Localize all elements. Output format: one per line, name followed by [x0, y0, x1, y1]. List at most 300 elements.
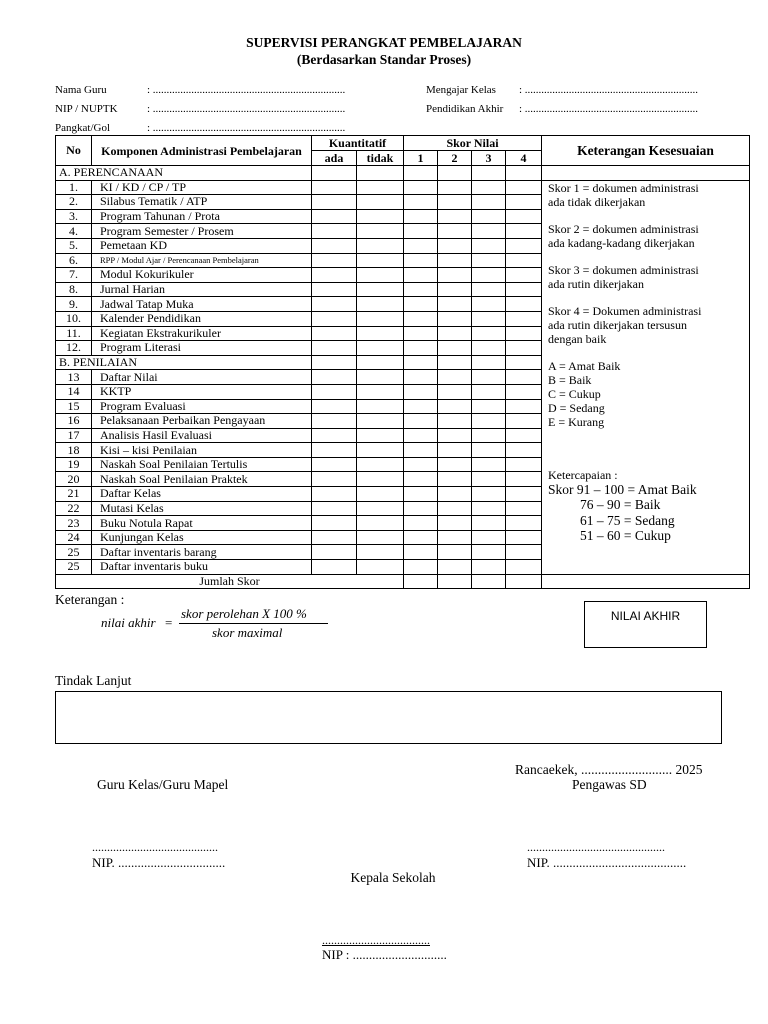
cell-tidak[interactable]	[357, 355, 404, 370]
section-row-a	[56, 166, 750, 181]
row-item: Modul Kokurikuler	[92, 268, 312, 283]
cell-ada[interactable]	[312, 282, 357, 297]
row-no: 24	[56, 530, 92, 545]
cell-skor-1[interactable]	[404, 443, 438, 458]
cell-skor-4[interactable]	[506, 501, 542, 516]
cell-skor-2[interactable]	[438, 355, 472, 370]
label-nip: NIP / NUPTK	[55, 103, 118, 115]
head-tidak: tidak	[357, 151, 404, 166]
cell-tidak[interactable]	[357, 370, 404, 385]
cell-ada[interactable]	[312, 195, 357, 210]
cell-ada[interactable]	[312, 311, 357, 326]
row-no: 12.	[56, 341, 92, 356]
cell-ada[interactable]	[312, 530, 357, 545]
formula-numerator: skor perolehan X 100 %	[181, 606, 307, 621]
cell-skor-4[interactable]	[506, 472, 542, 487]
cell-ada[interactable]	[312, 370, 357, 385]
cell-tidak[interactable]	[357, 224, 404, 239]
cell-skor-1[interactable]	[404, 311, 438, 326]
section-label-a: A. PERENCANAAN	[56, 166, 312, 181]
keterangan-ketercapaian: Ketercapaian :	[548, 467, 618, 482]
row-no: 8.	[56, 282, 92, 297]
label-pendidikan: Pendidikan Akhir	[426, 103, 504, 115]
cell-skor-2[interactable]	[438, 268, 472, 283]
spacer	[548, 346, 743, 359]
jumlah-skor-1[interactable]	[404, 574, 438, 589]
jumlah-row	[56, 574, 750, 589]
cell-skor-1[interactable]	[404, 370, 438, 385]
row-item: Pelaksanaan Perbaikan Pengayaan	[92, 414, 312, 429]
formula-lhs: nilai akhir	[101, 615, 156, 630]
cell-skor-1[interactable]	[404, 428, 438, 443]
row-item: Mutasi Kelas	[92, 501, 312, 516]
cell-skor-3[interactable]	[472, 268, 506, 283]
keterangan-blank	[542, 166, 750, 181]
keterangan-skor2b: ada kadang-kadang dikerjakan	[548, 235, 695, 250]
row-no: 2.	[56, 195, 92, 210]
fraction-bar	[179, 623, 328, 624]
row-no: 3.	[56, 209, 92, 224]
cell-ada[interactable]	[312, 560, 357, 575]
cell-skor-3[interactable]	[472, 457, 506, 472]
row-no: 14	[56, 384, 92, 399]
cell-skor-1[interactable]	[404, 326, 438, 341]
row-no: 25	[56, 560, 92, 575]
row-item: Program Tahunan / Prota	[92, 209, 312, 224]
keterangan-skor1a: Skor 1 = dokumen administrasi	[548, 180, 699, 195]
cell-skor-3[interactable]	[472, 166, 506, 181]
cell-tidak[interactable]	[357, 530, 404, 545]
cell-skor-2[interactable]	[438, 516, 472, 531]
row-item: Buku Notula Rapat	[92, 516, 312, 531]
keterangan-gD: D = Sedang	[548, 400, 605, 415]
keterangan-panel	[542, 180, 750, 574]
row-item: Kunjungan Kelas	[92, 530, 312, 545]
cell-skor-2[interactable]	[438, 560, 472, 575]
row-item: Program Semester / Prosem	[92, 224, 312, 239]
row-item: KI / KD / CP / TP	[92, 180, 312, 195]
cell-skor-4[interactable]	[506, 166, 542, 181]
cell-skor-1[interactable]	[404, 238, 438, 253]
cell-skor-2[interactable]	[438, 530, 472, 545]
cell-skor-2[interactable]	[438, 282, 472, 297]
cell-skor-1[interactable]	[404, 268, 438, 283]
cell-skor-3[interactable]	[472, 209, 506, 224]
row-no: 22	[56, 501, 92, 516]
cell-ada[interactable]	[312, 326, 357, 341]
cell-skor-2[interactable]	[438, 311, 472, 326]
row-no: 15	[56, 399, 92, 414]
row-no: 10.	[56, 311, 92, 326]
cell-skor-2[interactable]	[438, 238, 472, 253]
row-no: 6.	[56, 253, 92, 268]
cell-skor-1[interactable]	[404, 224, 438, 239]
cell-skor-4[interactable]	[506, 355, 542, 370]
cell-ada[interactable]	[312, 545, 357, 560]
cell-skor-2[interactable]	[438, 180, 472, 195]
row-item: Program Evaluasi	[92, 399, 312, 414]
page-subtitle: (Berdasarkan Standar Proses)	[296, 52, 472, 67]
cell-tidak[interactable]	[357, 414, 404, 429]
keterangan-label: Keterangan :	[55, 592, 125, 607]
cell-ada[interactable]	[312, 253, 357, 268]
cell-skor-1[interactable]	[404, 195, 438, 210]
cell-skor-4[interactable]	[506, 326, 542, 341]
cell-tidak[interactable]	[357, 238, 404, 253]
cell-tidak[interactable]	[357, 443, 404, 458]
row-item: Kegiatan Ekstrakurikuler	[92, 326, 312, 341]
cell-tidak[interactable]	[357, 253, 404, 268]
head-skor-1: 1	[404, 151, 438, 166]
cell-skor-1[interactable]	[404, 253, 438, 268]
signature-pengawas[interactable]: ..............................................	[527, 840, 665, 854]
formula-denominator: skor maximal	[212, 625, 283, 640]
cell-skor-4[interactable]	[506, 238, 542, 253]
cell-skor-1[interactable]	[404, 355, 438, 370]
cell-skor-4[interactable]	[506, 560, 542, 575]
cell-ada[interactable]	[312, 399, 357, 414]
cell-skor-4[interactable]	[506, 195, 542, 210]
cell-tidak[interactable]	[357, 545, 404, 560]
cell-ada[interactable]	[312, 268, 357, 283]
supervision-table	[55, 135, 750, 589]
cell-skor-3[interactable]	[472, 326, 506, 341]
cell-skor-2[interactable]	[438, 224, 472, 239]
row-no: 17	[56, 428, 92, 443]
row-item: Naskah Soal Penilaian Praktek	[92, 472, 312, 487]
cell-skor-4[interactable]	[506, 341, 542, 356]
label-pangkat: Pangkat/Gol	[55, 122, 110, 134]
cell-skor-3[interactable]	[472, 238, 506, 253]
nilai-akhir-label: NILAI AKHIR	[610, 609, 681, 623]
cell-ada[interactable]	[312, 384, 357, 399]
signature-kepsek[interactable]: ....................................	[322, 933, 430, 947]
cell-skor-2[interactable]	[438, 428, 472, 443]
field-nama-guru[interactable]: : ......................................................................	[147, 84, 346, 96]
row-item: Daftar Kelas	[92, 487, 312, 502]
spacer	[548, 291, 743, 304]
cell-skor-3[interactable]	[472, 355, 506, 370]
cell-skor-1[interactable]	[404, 530, 438, 545]
cell-skor-3[interactable]	[472, 180, 506, 195]
jumlah-label: Jumlah Skor	[56, 574, 404, 589]
cell-skor-4[interactable]	[506, 414, 542, 429]
cell-ada[interactable]	[312, 297, 357, 312]
head-no: No	[56, 136, 92, 166]
cell-ada[interactable]	[312, 472, 357, 487]
cell-skor-4[interactable]	[506, 209, 542, 224]
cell-skor-1[interactable]	[404, 516, 438, 531]
spacer	[548, 442, 743, 455]
cell-skor-3[interactable]	[472, 370, 506, 385]
cell-tidak[interactable]	[357, 195, 404, 210]
keterangan-skor2a: Skor 2 = dokumen administrasi	[548, 221, 699, 236]
formula-equals: =	[165, 615, 173, 630]
cell-skor-4[interactable]	[506, 253, 542, 268]
label-nama-guru: Nama Guru	[55, 84, 107, 96]
field-mengajar[interactable]: : ...............................................................	[519, 84, 699, 96]
field-pendidikan[interactable]: : ...............................................................	[519, 103, 699, 115]
cell-ada[interactable]	[312, 355, 357, 370]
row-item: Jurnal Harian	[92, 282, 312, 297]
keterangan-skor3a: Skor 3 = dokumen administrasi	[548, 262, 699, 277]
cell-tidak[interactable]	[357, 268, 404, 283]
cell-skor-4[interactable]	[506, 297, 542, 312]
cell-tidak[interactable]	[357, 399, 404, 414]
jumlah-skor-3[interactable]	[472, 574, 506, 589]
cell-tidak[interactable]	[357, 472, 404, 487]
keterangan-gB: B = Baik	[548, 372, 592, 387]
cell-skor-1[interactable]	[404, 282, 438, 297]
cell-tidak[interactable]	[357, 560, 404, 575]
cell-ada[interactable]	[312, 443, 357, 458]
spacer	[548, 455, 743, 468]
jumlah-skor-2[interactable]	[438, 574, 472, 589]
cell-skor-1[interactable]	[404, 180, 438, 195]
cell-skor-4[interactable]	[506, 545, 542, 560]
cell-tidak[interactable]	[357, 457, 404, 472]
head-skor-nilai: Skor Nilai	[404, 136, 542, 151]
cell-skor-4[interactable]	[506, 399, 542, 414]
spacer	[548, 209, 743, 222]
row-no: 4.	[56, 224, 92, 239]
cell-skor-1[interactable]	[404, 487, 438, 502]
head-skor-3: 3	[472, 151, 506, 166]
cell-tidak[interactable]	[357, 311, 404, 326]
row-no: 18	[56, 443, 92, 458]
cell-ada[interactable]	[312, 501, 357, 516]
head-ada: ada	[312, 151, 357, 166]
cell-ada[interactable]	[312, 428, 357, 443]
tindak-lanjut-box[interactable]	[55, 691, 722, 744]
keterangan-skor4b: ada rutin dikerjakan tersusun	[548, 317, 687, 332]
cell-skor-2[interactable]	[438, 487, 472, 502]
cell-skor-2[interactable]	[438, 399, 472, 414]
row-item: Daftar Nilai	[92, 370, 312, 385]
keterangan-gC: C = Cukup	[548, 386, 601, 401]
cell-skor-1[interactable]	[404, 457, 438, 472]
row-no: 1.	[56, 180, 92, 195]
cell-ada[interactable]	[312, 238, 357, 253]
label-mengajar: Mengajar Kelas	[426, 84, 496, 96]
head-kuantitatif: Kuantitatif	[312, 136, 404, 151]
keterangan-skor3b: ada rutin dikerjakan	[548, 276, 644, 291]
row-item: Pemetaan KD	[92, 238, 312, 253]
cell-skor-1[interactable]	[404, 166, 438, 181]
cell-ada[interactable]	[312, 457, 357, 472]
cell-skor-4[interactable]	[506, 428, 542, 443]
cell-tidak[interactable]	[357, 209, 404, 224]
row-item: Kalender Pendidikan	[92, 311, 312, 326]
cell-skor-3[interactable]	[472, 560, 506, 575]
row-item: Jadwal Tatap Muka	[92, 297, 312, 312]
cell-ada[interactable]	[312, 341, 357, 356]
row-no: 20	[56, 472, 92, 487]
cell-skor-2[interactable]	[438, 253, 472, 268]
cell-skor-1[interactable]	[404, 501, 438, 516]
guru-label: Guru Kelas/Guru Mapel	[97, 777, 229, 792]
nip-kepsek[interactable]: NIP : .............................	[322, 947, 447, 962]
pengawas-label: Pengawas SD	[572, 777, 647, 792]
cell-ada[interactable]	[312, 414, 357, 429]
cell-skor-2[interactable]	[438, 501, 472, 516]
cell-skor-3[interactable]	[472, 428, 506, 443]
cell-skor-1[interactable]	[404, 472, 438, 487]
cell-skor-3[interactable]	[472, 253, 506, 268]
cell-skor-3[interactable]	[472, 384, 506, 399]
row-item: Program Literasi	[92, 341, 312, 356]
cell-tidak[interactable]	[357, 282, 404, 297]
row-no: 13	[56, 370, 92, 385]
cell-skor-2[interactable]	[438, 545, 472, 560]
cell-tidak[interactable]	[357, 516, 404, 531]
cell-tidak[interactable]	[357, 487, 404, 502]
cell-ada[interactable]	[312, 180, 357, 195]
spacer	[548, 250, 743, 263]
field-nip[interactable]: : ......................................................................	[147, 103, 346, 115]
cell-skor-3[interactable]	[472, 472, 506, 487]
cell-skor-3[interactable]	[472, 501, 506, 516]
keterangan-gA: A = Amat Baik	[548, 358, 621, 373]
cell-skor-3[interactable]	[472, 530, 506, 545]
keterangan-gE: E = Kurang	[548, 414, 605, 429]
cell-skor-2[interactable]	[438, 195, 472, 210]
cell-skor-1[interactable]	[404, 560, 438, 575]
cell-skor-4[interactable]	[506, 443, 542, 458]
row-item: KKTP	[92, 384, 312, 399]
cell-skor-4[interactable]	[506, 370, 542, 385]
cell-skor-3[interactable]	[472, 341, 506, 356]
cell-skor-4[interactable]	[506, 487, 542, 502]
cell-skor-4[interactable]	[506, 516, 542, 531]
cell-ada[interactable]	[312, 516, 357, 531]
row-no: 9.	[56, 297, 92, 312]
cell-skor-1[interactable]	[404, 209, 438, 224]
row-no: 23	[56, 516, 92, 531]
cell-ada[interactable]	[312, 487, 357, 502]
cell-skor-3[interactable]	[472, 297, 506, 312]
cell-ada[interactable]	[312, 166, 357, 181]
cell-skor-1[interactable]	[404, 545, 438, 560]
row-no: 7.	[56, 268, 92, 283]
cell-skor-1[interactable]	[404, 414, 438, 429]
nilai-akhir-box[interactable]	[584, 601, 707, 648]
keterangan-r4: 51 – 60 = Cukup	[580, 528, 671, 544]
cell-skor-4[interactable]	[506, 311, 542, 326]
cell-skor-2[interactable]	[438, 297, 472, 312]
section-label-b: B. PENILAIAN	[56, 355, 312, 370]
cell-tidak[interactable]	[357, 326, 404, 341]
cell-skor-3[interactable]	[472, 311, 506, 326]
keterangan-r1: Skor 91 – 100 = Amat Baik	[548, 481, 697, 497]
cell-skor-3[interactable]	[472, 516, 506, 531]
row-item: Kisi – kisi Penilaian	[92, 443, 312, 458]
cell-tidak[interactable]	[357, 297, 404, 312]
row-item: RPP / Modul Ajar / Perencanaan Pembelajaran	[92, 253, 312, 268]
cell-skor-2[interactable]	[438, 326, 472, 341]
cell-skor-4[interactable]	[506, 282, 542, 297]
cell-ada[interactable]	[312, 209, 357, 224]
cell-tidak[interactable]	[357, 384, 404, 399]
keterangan-r3: 61 – 75 = Sedang	[580, 512, 675, 528]
jumlah-keterangan	[542, 574, 750, 589]
page-title: SUPERVISI PERANGKAT PEMBELAJARAN	[246, 35, 522, 50]
cell-skor-4[interactable]	[506, 224, 542, 239]
row-item: Daftar inventaris barang	[92, 545, 312, 560]
place-date: Rancaekek, ........................... 2025	[515, 762, 703, 777]
cell-skor-2[interactable]	[438, 443, 472, 458]
keterangan-r2: 76 – 90 = Baik	[580, 497, 661, 513]
row-item: Naskah Soal Penilaian Tertulis	[92, 457, 312, 472]
cell-skor-4[interactable]	[506, 384, 542, 399]
cell-skor-2[interactable]	[438, 457, 472, 472]
cell-skor-3[interactable]	[472, 399, 506, 414]
cell-skor-2[interactable]	[438, 472, 472, 487]
cell-tidak[interactable]	[357, 341, 404, 356]
nip-guru[interactable]: NIP. .................................	[92, 855, 226, 870]
cell-skor-2[interactable]	[438, 209, 472, 224]
head-komponen: Komponen Administrasi Pembelajaran	[92, 136, 312, 166]
cell-skor-3[interactable]	[472, 224, 506, 239]
head-skor-2: 2	[438, 151, 472, 166]
row-no: 11.	[56, 326, 92, 341]
cell-skor-3[interactable]	[472, 282, 506, 297]
cell-skor-2[interactable]	[438, 384, 472, 399]
cell-tidak[interactable]	[357, 428, 404, 443]
row-item: Daftar inventaris buku	[92, 560, 312, 575]
head-skor-4: 4	[506, 151, 542, 166]
cell-skor-2[interactable]	[438, 370, 472, 385]
spacer	[548, 429, 743, 442]
cell-skor-2[interactable]	[438, 166, 472, 181]
cell-skor-4[interactable]	[506, 180, 542, 195]
row-no: 5.	[56, 238, 92, 253]
cell-skor-4[interactable]	[506, 268, 542, 283]
cell-skor-1[interactable]	[404, 384, 438, 399]
row-item: Silabus Tematik / ATP	[92, 195, 312, 210]
nip-pengawas[interactable]: NIP. .........................................	[527, 855, 687, 870]
cell-ada[interactable]	[312, 224, 357, 239]
cell-skor-2[interactable]	[438, 341, 472, 356]
cell-skor-3[interactable]	[472, 414, 506, 429]
row-no: 16	[56, 414, 92, 429]
row-no: 25	[56, 545, 92, 560]
row-item: Analisis Hasil Evaluasi	[92, 428, 312, 443]
cell-tidak[interactable]	[357, 501, 404, 516]
head-keterangan: Keterangan Kesesuaian	[542, 136, 750, 166]
cell-skor-3[interactable]	[472, 443, 506, 458]
cell-tidak[interactable]	[357, 180, 404, 195]
cell-skor-1[interactable]	[404, 341, 438, 356]
keterangan-skor1b: ada tidak dikerjakan	[548, 194, 646, 209]
signature-guru[interactable]: ..........................................	[92, 840, 218, 854]
cell-skor-4[interactable]	[506, 530, 542, 545]
row-no: 21	[56, 487, 92, 502]
cell-tidak[interactable]	[357, 166, 404, 181]
cell-skor-3[interactable]	[472, 195, 506, 210]
cell-skor-2[interactable]	[438, 414, 472, 429]
cell-skor-1[interactable]	[404, 399, 438, 414]
cell-skor-3[interactable]	[472, 545, 506, 560]
kepala-sekolah-label: Kepala Sekolah	[350, 870, 436, 885]
field-pangkat[interactable]: : ......................................................................	[147, 122, 346, 134]
jumlah-skor-4[interactable]	[506, 574, 542, 589]
keterangan-skor4a: Skor 4 = Dokumen administrasi	[548, 303, 702, 318]
cell-skor-4[interactable]	[506, 457, 542, 472]
row-no: 19	[56, 457, 92, 472]
cell-skor-1[interactable]	[404, 297, 438, 312]
cell-skor-3[interactable]	[472, 487, 506, 502]
